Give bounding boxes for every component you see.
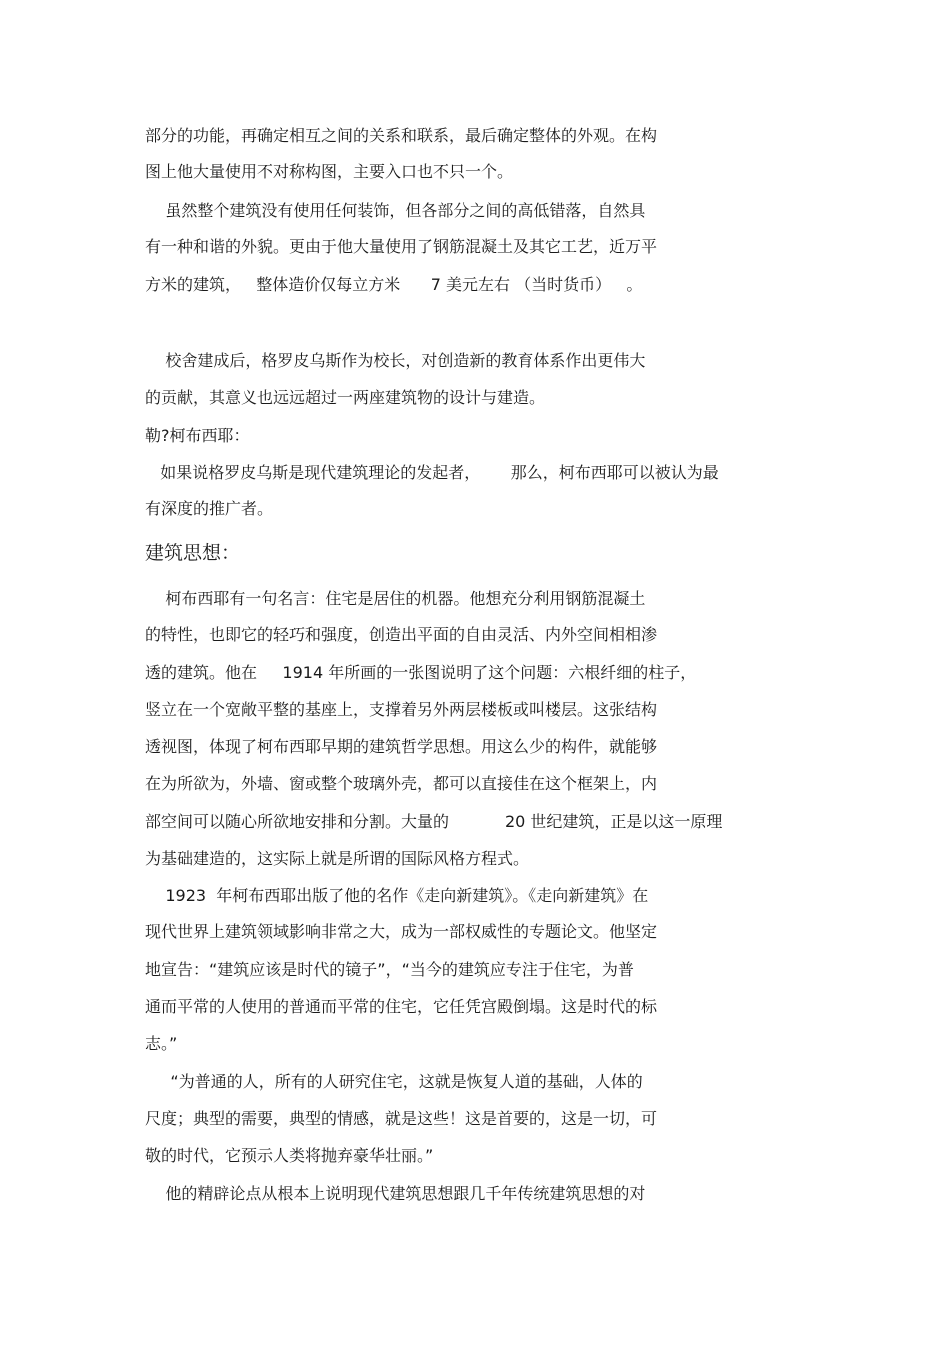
- text-line: 有深度的推广者。: [145, 499, 274, 518]
- text-line: 在为所欲为，外墙、窗或整个玻璃外壳，都可以直接佳在这个框架上，内: [145, 774, 658, 793]
- text-line: 的贡献，其意义也远远超过一两座建筑物的设计与建造。: [145, 388, 546, 407]
- text-line: 现代世界上建筑领域影响非常之大，成为一部权威性的专题论文。他坚定: [145, 922, 658, 941]
- text-line: 1923 年柯布西耶出版了他的名作《走向新建筑》。《走向新建筑》在: [145, 886, 649, 905]
- text-line: 的特性，也即它的轻巧和强度，创造出平面的自由灵活、内外空间相相渗: [145, 625, 658, 644]
- text-line: 他的精辟论点从根本上说明现代建筑思想跟几千年传统建筑思想的对: [145, 1184, 646, 1203]
- text-line: 竖立在一个宽敞平整的基座上，支撑着另外两层楼板或叫楼层。这张结构: [145, 700, 658, 719]
- text-line: 地宣告：“建筑应该是时代的镜子”，“当今的建筑应专注于住宅，为普: [145, 960, 634, 979]
- text-line: 如果说格罗皮乌斯是现代建筑理论的发起者， 那么，柯布西耶可以被认为最: [145, 463, 719, 482]
- section-label: 勒?柯布西耶：: [145, 426, 250, 445]
- text-line: 尺度；典型的需要，典型的情感，就是这些！这是首要的，这是一切，可: [145, 1109, 658, 1128]
- text-line: 敬的时代，它预示人类将抛弃豪华壮丽。”: [145, 1146, 434, 1165]
- text-line: 部分的功能，再确定相互之间的关系和联系，最后确定整体的外观。在构: [145, 126, 658, 145]
- text-line: 柯布西耶有一句名言：住宅是居住的机器。他想充分利用钢筋混凝土: [145, 589, 646, 608]
- text-line: 虽然整个建筑没有使用任何装饰，但各部分之间的高低错落，自然具: [145, 201, 646, 220]
- text-line: 有一种和谐的外貌。更由于他大量使用了钢筋混凝土及其它工艺，近万平: [145, 237, 658, 256]
- text-line: 方米的建筑， 整体造价仅每立方米 7 美元左右 （当时货币） 。: [145, 275, 643, 294]
- text-line: 志。”: [145, 1034, 178, 1053]
- text-line: 校舍建成后，格罗皮乌斯作为校长，对创造新的教育体系作出更伟大: [145, 351, 646, 370]
- text-line: 部空间可以随心所欲地安排和分割。大量的 20 世纪建筑，正是以这一原理: [145, 812, 723, 831]
- text-line: 透的建筑。他在 1914 年所画的一张图说明了这个问题：六根纤细的柱子，: [145, 663, 697, 682]
- section-heading: 建筑思想：: [145, 542, 241, 564]
- text-line: 为基础建造的，这实际上就是所谓的国际风格方程式。: [145, 849, 530, 868]
- text-line: 图上他大量使用不对称构图，主要入口也不只一个。: [145, 162, 514, 181]
- text-line: 通而平常的人使用的普通而平常的住宅，它任凭宫殿倒塌。这是时代的标: [145, 997, 658, 1016]
- text-line: “为普通的人，所有的人研究住宅，这就是恢复人道的基础，人体的: [145, 1072, 643, 1091]
- text-line: 透视图，体现了柯布西耶早期的建筑哲学思想。用这么少的构件，就能够: [145, 737, 658, 756]
